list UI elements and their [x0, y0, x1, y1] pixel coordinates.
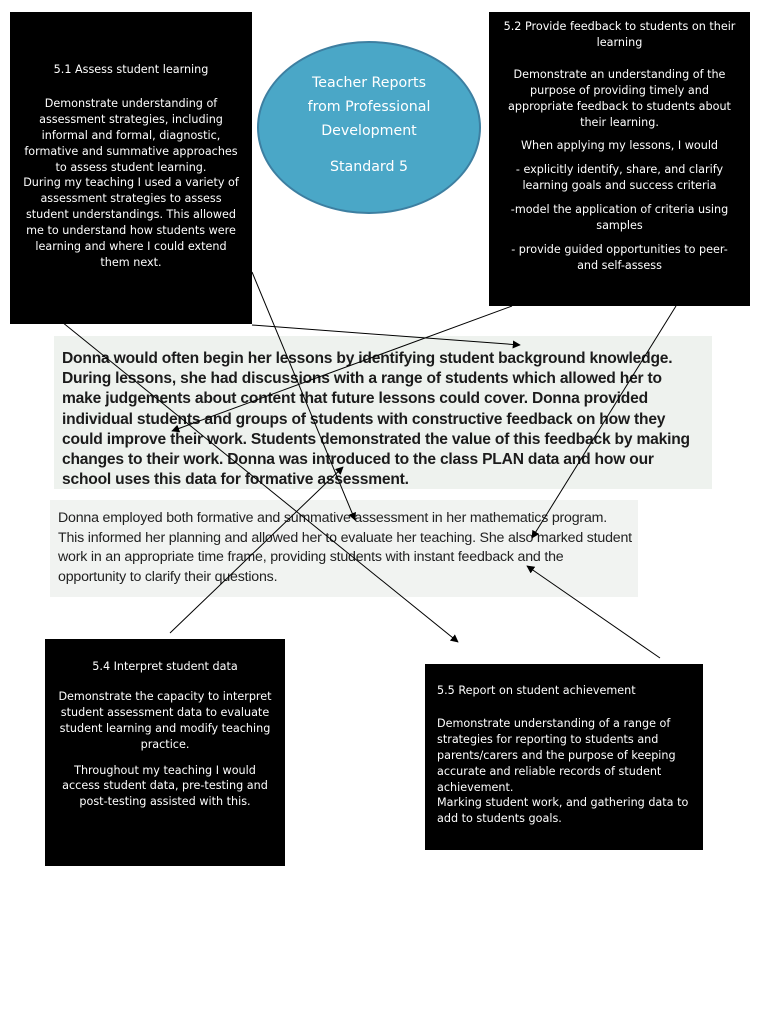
box-5-4-interpret-student-data [45, 639, 285, 866]
professional-report-excerpt-1 [54, 336, 712, 489]
center-title-line-1: Teacher Reports [312, 75, 426, 91]
report-2-text: Donna employed both formative and summative assessment in her mathematics program. This informed her planning and allowed her to evaluate her teaching. She also marked student work in an appropriate time frame, providing students with instant feedback and the opportunity to clarify their questions. [58, 510, 632, 585]
box-5-4-title: 5.4 Interpret student data [92, 660, 238, 673]
professional-report-excerpt-2 [50, 500, 638, 597]
box-5-1-body: Demonstrate understanding of assessment strategies, including informal and formal, diagnostic, formative and summative approaches to assess student learning. During my teaching I used a variety of assessment strategies to assess student understandings. This allowed me to understand how students were learning and where I could extend them next. [23, 96, 239, 269]
report-1-text: Donna would often begin her lessons by identifying student background knowledge. During lessons, she had discussions with a range of students which allowed her to make judgements about content that future lessons could cover. Donna provided individual students and groups of students with constructive feedback on how they could improve their work. Students demonstrated the value of this feedback by making changes to their work. Donna was introduced to the class PLAN data and how our school uses this data for formative assessment. [62, 350, 690, 489]
standard-5-ellipse [257, 41, 481, 214]
box-5-2-paragraph: -model the application of criteria using samples [510, 203, 729, 233]
box-5-2-paragraph: - provide guided opportunities to peer- and self-assess [511, 242, 728, 272]
center-title-line-3: Development [321, 123, 417, 139]
box-5-2-paragraph: - explicitly identify, share, and clarify learning goals and success criteria [515, 163, 724, 193]
box-5-2-paragraph: Demonstrate an understanding of the purpose of providing timely and appropriate feedback to students about their learning. [508, 67, 731, 129]
center-standard-label: Standard 5 [329, 159, 409, 175]
box-5-2-provide-feedback [489, 12, 750, 306]
box-5-5-body: Demonstrate understanding of a range of strategies for reporting to students and parents/carers and the purpose of keeping accurate and reliable records of student achievement. Marking student work, and gathering data to add to students goals. [437, 716, 689, 826]
box-5-2-paragraph: When applying my lessons, I would [520, 139, 719, 153]
box-5-2-title: 5.2 Provide feedback to students on their learning [503, 20, 736, 49]
box-5-5-report-student-achievement [425, 664, 703, 850]
center-title-line-2: from Professional [307, 99, 431, 115]
box-5-5-title: 5.5 Report on student achievement [437, 684, 636, 697]
box-5-1-title: 5.1 Assess student learning [53, 63, 209, 76]
box-5-4-paragraph: Throughout my teaching I would access student data, pre-testing and post-testing assisted with this. [62, 763, 268, 809]
box-5-1-assess-student-learning [10, 12, 252, 324]
box-5-4-paragraph: Demonstrate the capacity to interpret student assessment data to evaluate student learning and modify teaching practice. [58, 689, 272, 751]
